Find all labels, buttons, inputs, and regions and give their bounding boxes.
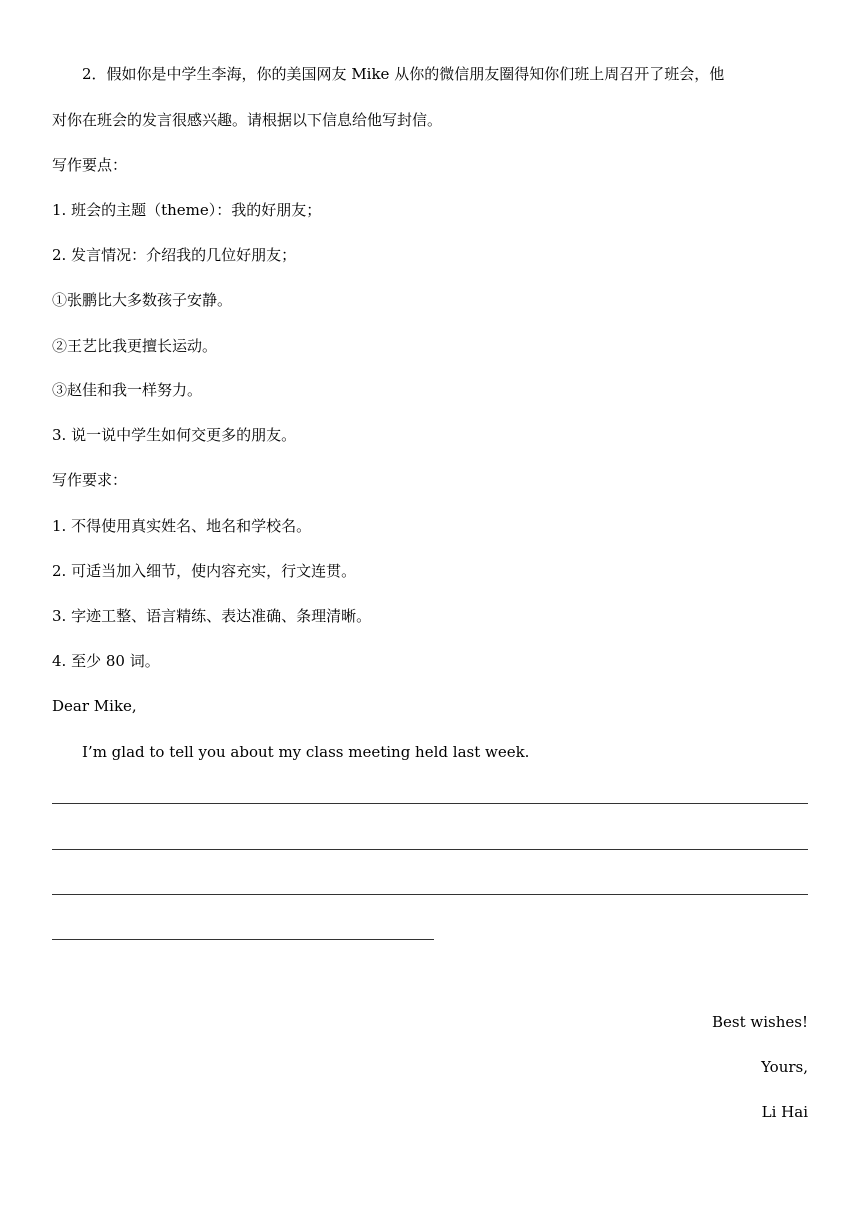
writing-points-heading: 写作要点：	[52, 156, 128, 174]
writing-point-2b: ②王艺比我更擅长运动。	[52, 337, 218, 355]
writing-point-3: 3. 说一说中学生如何交更多的朋友。	[52, 426, 297, 444]
letter-signature: Li Hai	[761, 1103, 808, 1121]
question-intro-line-2: 对你在班会的发言很感兴趣。请根据以下信息给他写封信。	[52, 111, 443, 129]
letter-opening-sentence: I’m glad to tell you about my class meeting held last week.	[82, 743, 530, 761]
answer-line-3[interactable]	[52, 894, 808, 895]
answer-line-2[interactable]	[52, 849, 808, 850]
question-intro-line-1: 2．假如你是中学生李海，你的美国网友 Mike 从你的微信朋友圈得知你们班上周召开了班会，他	[82, 65, 725, 83]
answer-line-4[interactable]	[52, 939, 434, 940]
writing-requirements-heading: 写作要求：	[52, 471, 128, 489]
writing-point-2c: ③赵佳和我一样努力。	[52, 381, 203, 399]
writing-requirement-3: 3. 字迹工整、语言精练、表达准确、条理清晰。	[52, 607, 372, 625]
letter-signoff: Yours,	[761, 1058, 808, 1076]
writing-point-1: 1. 班会的主题（theme）：我的好朋友；	[52, 201, 322, 219]
letter-closing: Best wishes!	[712, 1013, 808, 1031]
writing-requirement-4: 4. 至少 80 词。	[52, 652, 160, 670]
answer-line-1[interactable]	[52, 803, 808, 804]
writing-point-2: 2. 发言情况：介绍我的几位好朋友；	[52, 246, 297, 264]
writing-requirement-1: 1. 不得使用真实姓名、地名和学校名。	[52, 517, 312, 535]
writing-point-2a: ①张鹏比大多数孩子安静。	[52, 291, 233, 309]
letter-salutation: Dear Mike,	[52, 697, 137, 715]
writing-requirement-2: 2. 可适当加入细节，使内容充实，行文连贯。	[52, 562, 357, 580]
